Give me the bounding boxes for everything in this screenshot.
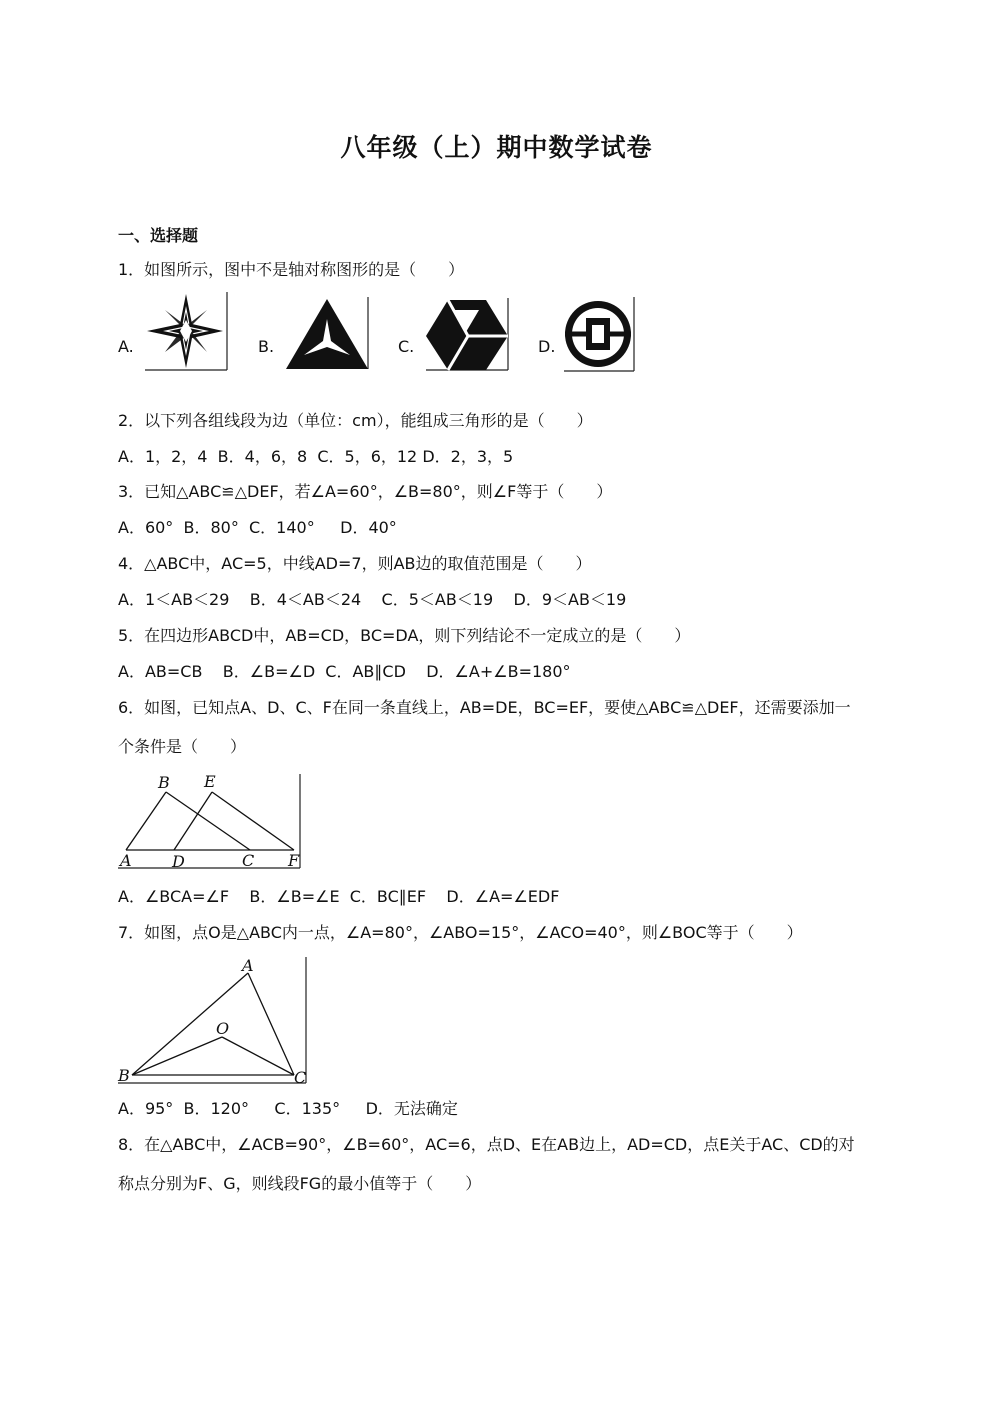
question-4-stem: 4．△ABC中，AC=5，中线AD=7，则AB边的取值范围是（ ） [118,554,592,573]
q6-point-e-label: E [204,772,216,791]
q1-choice-d-label: D. [538,337,556,356]
question-6-stem-line1: 6．如图，已知点A、D、C、F在同一条直线上，AB=DE，BC=EF，要使△ABC≌△DEF，还需要添加一 [118,698,851,717]
question-7-stem: 7．如图，点O是△ABC内一点，∠A=80°，∠ABO=15°，∠ACO=40°，则∠BOC等于（ ） [118,923,803,942]
question-5-options: A．AB=CB B．∠B=∠D C．AB∥CD D．∠A+∠B=180° [118,662,571,681]
q7-triangle-figure [116,955,310,1087]
question-2-stem: 2．以下列各组线段为边（单位：cm），能组成三角形的是（ ） [118,411,593,430]
question-5-stem: 5．在四边形ABCD中，AB=CD，BC=DA，则下列结论不一定成立的是（ ） [118,626,691,645]
q7-point-o-label: O [216,1019,230,1038]
question-8-stem-line1: 8．在△ABC中，∠ACB=90°，∠B=60°，AC=6，点D、E在AB边上，AD=CD，点E关于AC、CD的对 [118,1135,855,1154]
question-6-stem-line2: 个条件是（ ） [118,737,247,756]
q6-point-f-label: F [288,851,300,870]
q1-choice-c-label: C. [398,337,415,356]
q6-point-c-label: C [242,851,255,870]
q6-point-a-label: A [120,851,132,870]
question-4-options: A．1＜AB＜29 B．4＜AB＜24 C．5＜AB＜19 D．9＜AB＜19 [118,590,627,609]
section-heading: 一、选择题 [118,226,199,245]
q1-choice-b-label: B. [258,337,275,356]
question-2-options: A．1，2，4 B．4，6，8 C．5，6，12 D．2，3，5 [118,447,514,466]
question-3-stem: 3．已知△ABC≌△DEF，若∠A=60°，∠B=80°，则∠F等于（ ） [118,482,613,501]
question-3-options: A．60° B．80° C．140° D．40° [118,518,397,537]
page-title: 八年级（上）期中数学试卷 [340,133,653,162]
q6-point-d-label: D [172,852,185,871]
q7-point-c-label: C [294,1068,307,1087]
q6-triangles-figure [116,770,304,872]
triangle-with-trefoil-icon [284,297,370,371]
coin-square-hole-icon [562,297,636,373]
q7-point-a-label: A [242,956,254,975]
compass-star-icon [143,292,229,372]
question-1-stem: 1．如图所示，图中不是轴对称图形的是（ ） [118,260,465,279]
q6-point-b-label: B [158,773,170,792]
question-6-options: A．∠BCA=∠F B．∠B=∠E C．BC∥EF D．∠A=∠EDF [118,887,560,906]
hexagon-triangle-logo-icon [424,298,510,372]
q7-point-b-label: B [118,1066,130,1085]
question-7-options: A．95° B．120° C．135° D．无法确定 [118,1099,458,1118]
question-8-stem-line2: 称点分别为F、G，则线段FG的最小值等于（ ） [118,1174,482,1193]
q1-choice-a-label: A. [118,337,134,356]
